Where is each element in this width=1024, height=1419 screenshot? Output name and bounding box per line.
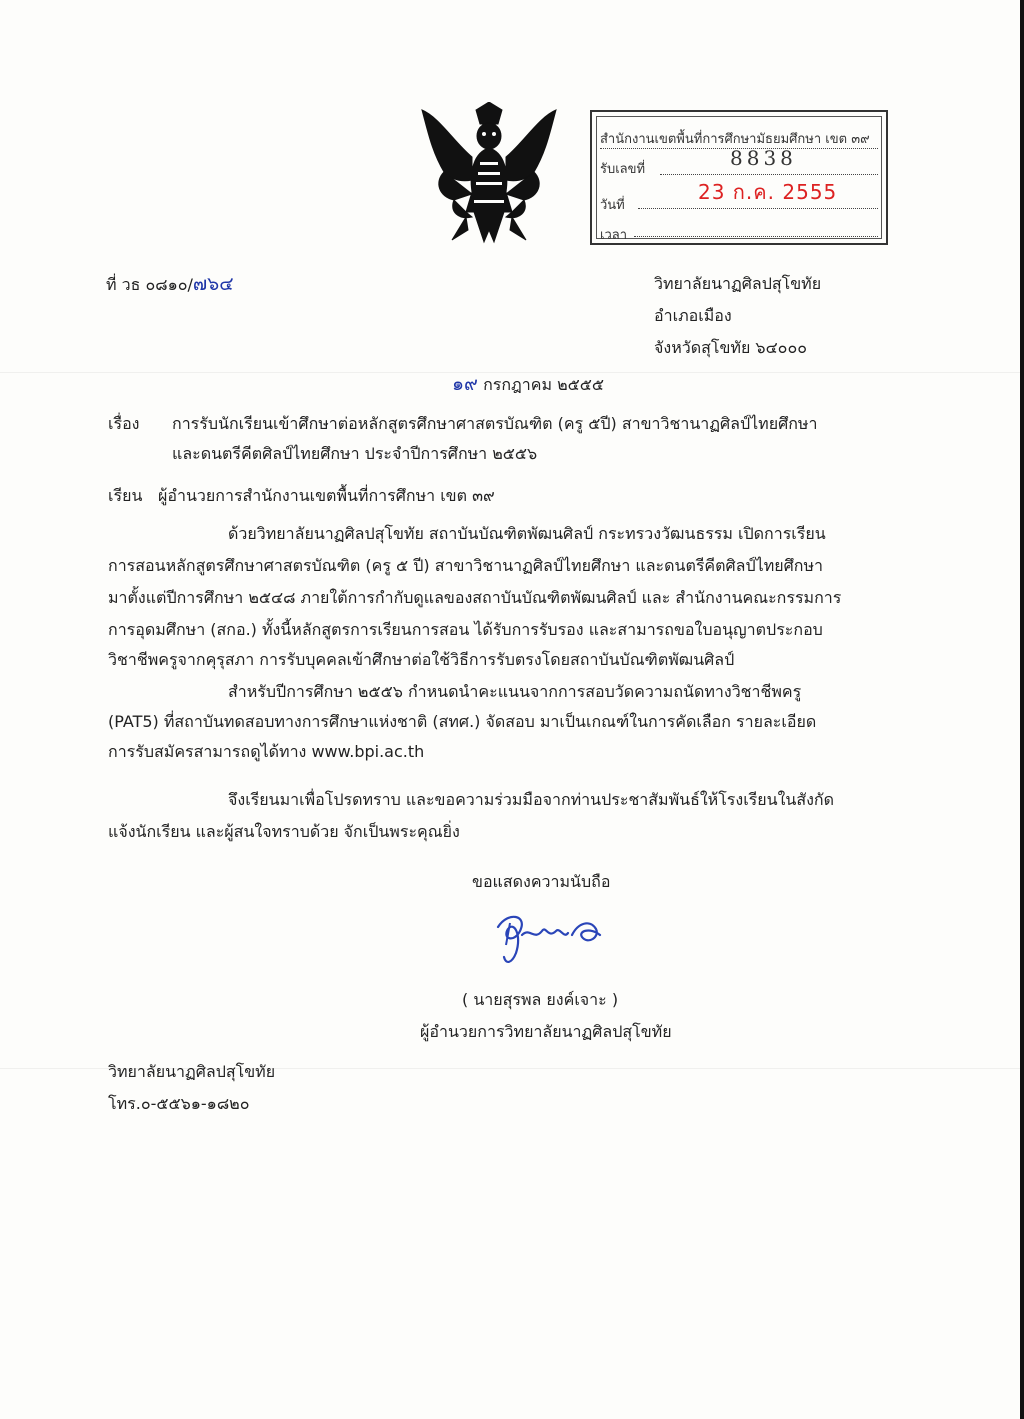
body-p1-line-4: การอุดมศึกษา (สกอ.) ทั้งนี้หลักสูตรการเรียนการสอน ได้รับการรับรอง และสามารถขอใบอนุญาตประกอบ	[108, 620, 823, 639]
signer-name: ( นายสุรพล ยงค์เจาะ )	[462, 990, 619, 1009]
reference-prefix: ที่ วธ ๐๘๑๐/	[106, 275, 193, 294]
footer-phone: โทร.๐-๕๕๖๑-๑๘๒๐	[108, 1094, 250, 1113]
subject-label: เรื่อง	[108, 414, 140, 433]
body-p3-line-1: จึงเรียนมาเพื่อโปรดทราบ และขอความร่วมมือจากท่านประชาสัมพันธ์ให้โรงเรียนในสังกัด	[228, 790, 834, 809]
body-p2-line-2: (PAT5) ที่สถาบันทดสอบทางการศึกษาแห่งชาติ (สทศ.) จัดสอบ มาเป็นเกณฑ์ในการคัดเลือก รายละเอียด	[108, 712, 817, 731]
letter-date	[452, 374, 604, 395]
subject-line-1: การรับนักเรียนเข้าศึกษาต่อหลักสูตรศึกษาศาสตรบัณฑิต (ครู ๕ปี) สาขาวิชานาฏศิลป์ไทยศึกษา	[172, 414, 818, 433]
stamp-dotted-line	[660, 174, 878, 175]
body-p2-line-3: การรับสมัครสามารถดูได้ทาง www.bpi.ac.th	[108, 742, 425, 761]
body-p1-line-1: ด้วยวิทยาลัยนาฏศิลปสุโขทัย สถาบันบัณฑิตพัฒนศิลป์ กระทรวงวัฒนธรรม เปิดการเรียน	[228, 524, 826, 543]
scan-edge	[1020, 0, 1024, 1419]
closing-salutation: ขอแสดงความนับถือ	[472, 872, 611, 891]
stamp-time-label: เวลา	[600, 228, 628, 243]
date-day-handwritten: ๑๙	[452, 373, 478, 395]
sender-line-1: วิทยาลัยนาฏศิลปสุโขทัย	[654, 274, 822, 293]
sender-line-2: อำเภอเมือง	[654, 306, 732, 325]
recipient-text: ผู้อำนวยการสำนักงานเขตพื้นที่การศึกษา เขต ๓๙	[158, 486, 495, 505]
paper-fold-line	[0, 372, 1024, 373]
receiving-stamp	[590, 110, 888, 245]
stamp-date-value: 23 ก.ค. 2555	[698, 180, 838, 204]
stamp-office: สำนักงานเขตพื้นที่การศึกษามัธยมศึกษา เขต ๓๙	[600, 132, 870, 147]
stamp-date-label: วันที่	[600, 198, 625, 213]
stamp-receive-number: 8838	[730, 146, 797, 170]
date-month-year: กรกฎาคม ๒๕๕๕	[483, 375, 604, 394]
footer-org: วิทยาลัยนาฏศิลปสุโขทัย	[108, 1062, 276, 1081]
stamp-dotted-line	[638, 208, 878, 209]
sender-line-3: จังหวัดสุโขทัย ๖๔๐๐๐	[654, 338, 807, 357]
stamp-dotted-line	[634, 236, 878, 237]
subject-line-2: และดนตรีคีตศิลป์ไทยศึกษา ประจำปีการศึกษา ๒๕๕๖	[172, 444, 538, 463]
signer-position: ผู้อำนวยการวิทยาลัยนาฏศิลปสุโขทัย	[420, 1022, 672, 1041]
body-p1-line-2: การสอนหลักสูตรศึกษาศาสตรบัณฑิต (ครู ๕ ปี) สาขาวิชานาฏศิลป์ไทยศึกษา และดนตรีคีตศิลป์ไทยศึกษา	[108, 556, 823, 575]
body-p1-line-5: วิชาชีพครูจากคุรุสภา การรับบุคคลเข้าศึกษาต่อใช้วิธีการรับตรงโดยสถาบันบัณฑิตพัฒนศิลป์	[108, 650, 735, 669]
reference-number	[106, 274, 234, 295]
garuda-emblem-icon	[414, 102, 564, 247]
reference-handwritten-number: ๗๖๔	[192, 273, 234, 295]
recipient-label: เรียน	[108, 486, 143, 505]
body-p1-line-3: มาตั้งแต่ปีการศึกษา ๒๕๔๘ ภายใต้การกำกับดูแลของสถาบันบัณฑิตพัฒนศิลป์ และ สำนักงานคณะกรรมการ	[108, 588, 842, 607]
body-p2-line-1: สำหรับปีการศึกษา ๒๕๕๖ กำหนดนำคะแนนจากการสอบวัดความถนัดทางวิชาชีพครู	[228, 682, 802, 701]
signature-image	[486, 905, 616, 975]
body-p3-line-2: แจ้งนักเรียน และผู้สนใจทราบด้วย จักเป็นพระคุณยิ่ง	[108, 822, 460, 841]
stamp-receive-label: รับเลขที่	[600, 162, 646, 177]
